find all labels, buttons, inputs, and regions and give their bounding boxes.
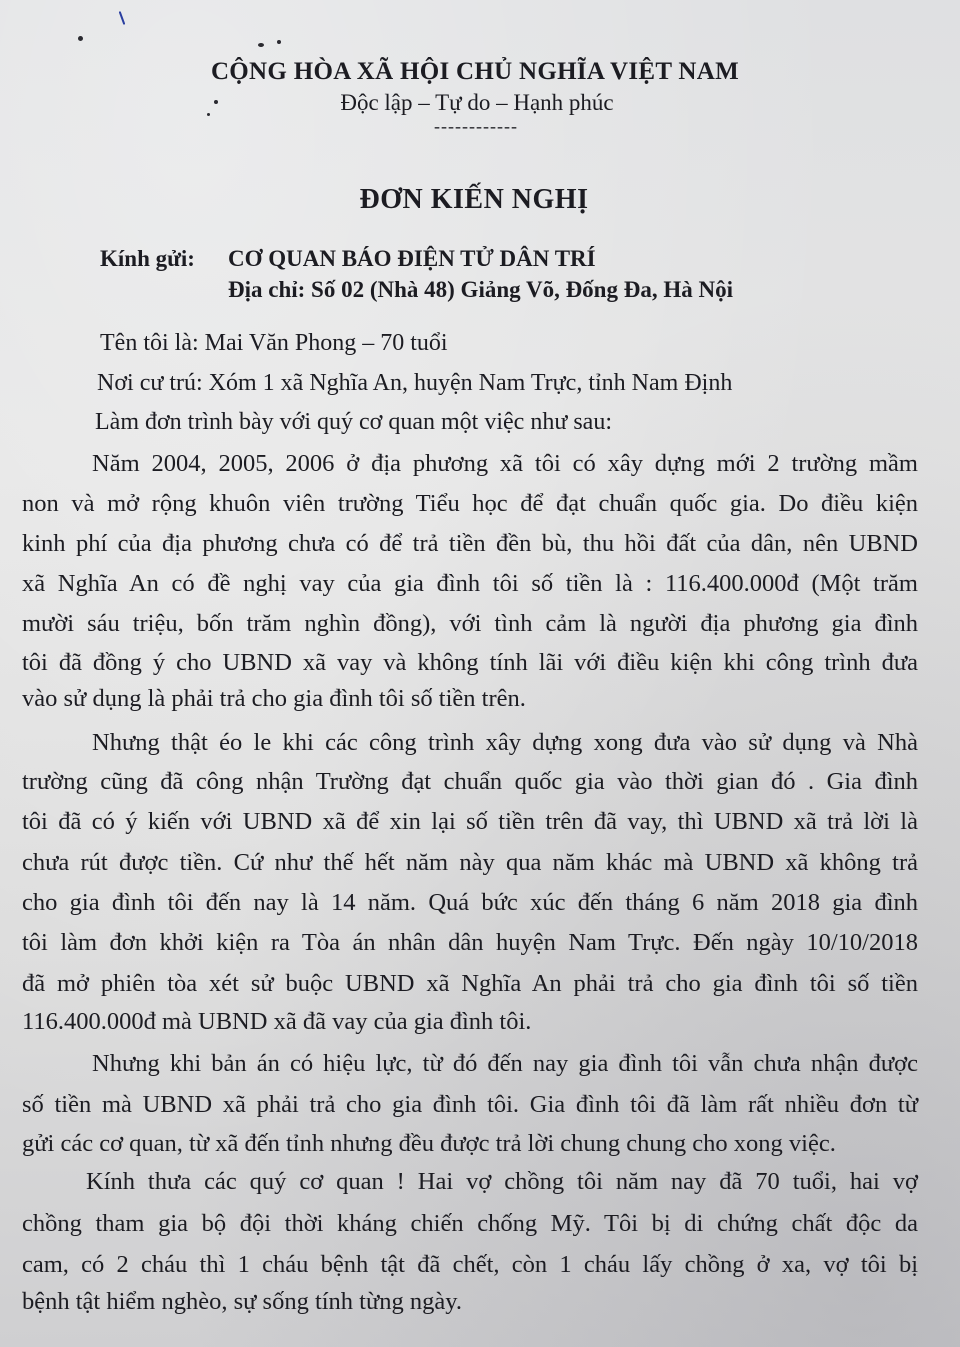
paragraph-line: gửi các cơ quan, từ xã đến tỉnh nhưng đều được trả lời chung chung cho xong việc. — [22, 1130, 836, 1157]
ink-speck — [258, 43, 264, 47]
paragraph-line: chồng tham gia bộ đội thời kháng chiến chống Mỹ. Tôi bị di chứng chất độc da — [22, 1210, 918, 1237]
sender-residence-line: Nơi cư trú: Xóm 1 xã Nghĩa An, huyện Nam Trực, tỉnh Nam Định — [97, 370, 733, 396]
ink-speck — [119, 11, 126, 25]
recipient-label: Kính gửi: — [100, 246, 195, 271]
paragraph-line: vào sử dụng là phải trả cho gia đình tôi số tiền trên. — [22, 685, 526, 712]
sender-name-line: Tên tôi là: Mai Văn Phong – 70 tuổi — [100, 330, 448, 356]
paragraph-line: tôi làm đơn khởi kiện ra Tòa án nhân dân huyện Nam Trực. Đến ngày 10/10/2018 — [22, 929, 918, 956]
paragraph-line: trường cũng đã công nhận Trường đạt chuẩn quốc gia vào thời gian đó . Gia đình — [22, 768, 918, 795]
paragraph-line: mười sáu triệu, bốn trăm nghìn đồng), với tình cảm là người địa phương gia đình — [22, 610, 918, 637]
paragraph-line: tôi đã có ý kiến với UBND xã để xin lại số tiền trên đã vay, thì UBND xã trả lời là — [22, 808, 918, 835]
national-motto: Độc lập – Tự do – Hạnh phúc — [340, 90, 614, 115]
paragraph-line: đã mở phiên tòa xét sử buộc UBND xã Nghĩa An phải trả cho gia đình tôi số tiền — [22, 970, 918, 997]
paragraph-line: cam, có 2 cháu thì 1 cháu bệnh tật đã chết, còn 1 cháu lấy chồng ở xa, vợ tôi bị — [22, 1251, 918, 1278]
paragraph-line: kinh phí của địa phương chưa có để trả tiền đền bù, thu hồi đất của dân, nên UBND — [22, 530, 918, 557]
paragraph-line: non và mở rộng khuôn viên trường Tiểu học để đạt chuẩn quốc gia. Do điều kiện — [22, 490, 918, 517]
paragraph-line: số tiền mà UBND xã phải trả cho gia đình tôi. Gia đình tôi đã làm rất nhiều đơn từ — [22, 1091, 918, 1118]
paragraph-line: tôi đã đồng ý cho UBND xã vay và không tính lãi với điều kiện khi công trình đưa — [22, 649, 918, 676]
heading-separator: ------------ — [434, 116, 518, 136]
ink-speck — [78, 36, 83, 41]
paragraph-line: Năm 2004, 2005, 2006 ở địa phương xã tôi có xây dựng mới 2 trường mầm — [92, 450, 918, 477]
paragraph-line: 116.400.000đ mà UBND xã đã vay của gia đình tôi. — [22, 1008, 532, 1035]
paragraph-line: chưa rút được tiền. Cứ như thế hết năm này qua năm khác mà UBND xã không trả — [22, 849, 918, 876]
paragraph-line: Kính thưa các quý cơ quan ! Hai vợ chồng tôi năm nay đã 70 tuổi, hai vợ — [86, 1168, 918, 1195]
paragraph-line: Nhưng thật éo le khi các công trình xây dựng xong đưa vào sử dụng và Nhà — [92, 729, 918, 756]
recipient-address: Địa chỉ: Số 02 (Nhà 48) Giảng Võ, Đống Đa, Hà Nội — [228, 277, 733, 302]
paragraph-line: cho gia đình tôi đến nay là 14 năm. Quá bức xúc đến tháng 6 năm 2018 gia đình — [22, 889, 918, 916]
paragraph-line: xã Nghĩa An có đề nghị vay của gia đình tôi số tiền là : 116.400.000đ (Một trăm — [22, 570, 918, 597]
paragraph-line: Nhưng khi bản án có hiệu lực, từ đó đến nay gia đình tôi vẫn chưa nhận được — [92, 1050, 918, 1077]
ink-speck — [277, 40, 281, 44]
document-title: ĐƠN KIẾN NGHỊ — [359, 184, 589, 215]
recipient-name: CƠ QUAN BÁO ĐIỆN TỬ DÂN TRÍ — [228, 246, 596, 271]
paragraph-line: bệnh tật hiểm nghèo, sự sống tính từng ngày. — [22, 1288, 463, 1315]
national-heading: CỘNG HÒA XÃ HỘI CHỦ NGHĨA VIỆT NAM — [210, 58, 740, 85]
recipient-block — [100, 243, 733, 305]
purpose-line: Làm đơn trình bày với quý cơ quan một việc như sau: — [95, 409, 612, 435]
